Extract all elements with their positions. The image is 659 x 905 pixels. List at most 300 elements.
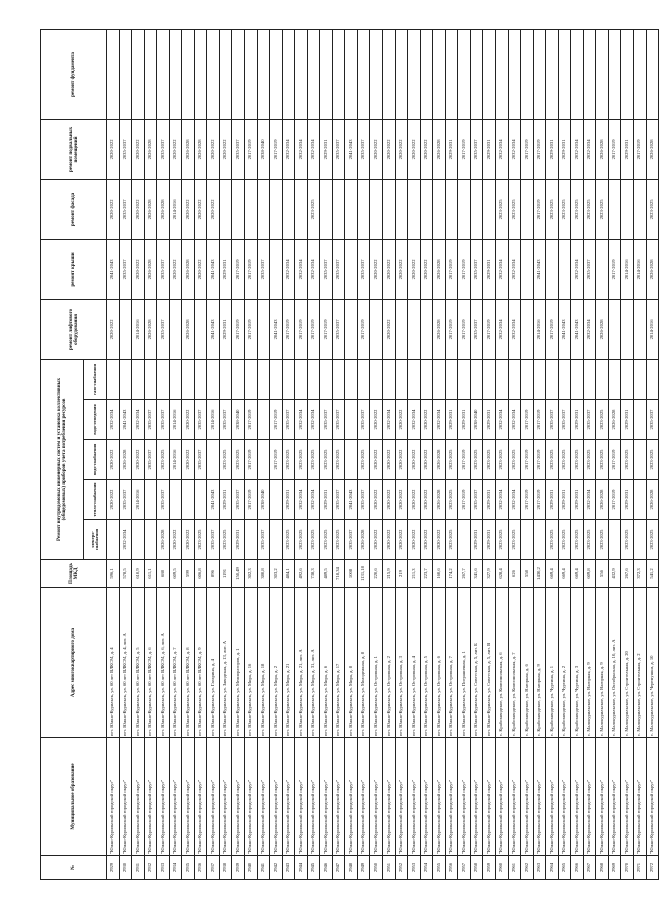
- cell-gas: [420, 359, 433, 399]
- cell-num: 2943: [282, 856, 295, 880]
- cell-address: пгт. Южно-Курильск, ул. Мира, д. 17: [332, 588, 345, 738]
- cell-water: 2035-2037: [144, 440, 157, 480]
- cell-extra: [245, 29, 258, 119]
- cell-gas: [194, 359, 207, 399]
- cell-sewer: 2035-2037: [219, 400, 232, 440]
- cell-gas: [521, 359, 534, 399]
- cell-address: пгт. Южно-Курильск, ул. Островная, д. 2: [383, 588, 396, 738]
- cell-heat: 2020-2022: [370, 480, 383, 520]
- cell-sewer: [633, 400, 646, 440]
- table-row: [257, 29, 270, 879]
- cell-elevator: [169, 299, 182, 359]
- cell-electricity: [144, 520, 157, 560]
- cell-elevator: 2017-2019: [320, 299, 333, 359]
- cell-roof: 2017-2019: [232, 239, 245, 299]
- cell-address: пгт. Южно-Курильск, ул. Островная, д. 5: [420, 588, 433, 738]
- cell-electricity: 2023-2025: [282, 520, 295, 560]
- cell-water: 2023-2025: [508, 440, 521, 480]
- cell-sewer: 2014-2016: [169, 400, 182, 440]
- cell-electricity: 2023-2025: [495, 520, 508, 560]
- cell-area: 341,6: [470, 560, 483, 588]
- cell-gas: [533, 359, 546, 399]
- cell-basement: 2035-2037: [470, 119, 483, 179]
- table-row: [357, 29, 370, 879]
- cell-basement: 2032-2034: [295, 119, 308, 179]
- cell-area: 1191: [219, 560, 232, 588]
- cell-num: 2949: [357, 856, 370, 880]
- header-area: Площадь МКД: [41, 560, 107, 588]
- cell-address: с. Крабозаводское, ул. Чурсина, д. 2: [558, 588, 571, 738]
- cell-elevator: 2026-2028: [596, 299, 609, 359]
- cell-electricity: 2023-2025: [508, 520, 521, 560]
- table-row: [345, 29, 358, 879]
- cell-gas: [282, 359, 295, 399]
- table-row: [232, 29, 245, 879]
- cell-num: 2950: [370, 856, 383, 880]
- cell-elevator: 2017-2019: [483, 299, 496, 359]
- cell-num: 2945: [307, 856, 320, 880]
- cell-municipality: "Южно-Курильский городской округ": [408, 738, 421, 856]
- cell-sewer: 2029-2031: [571, 400, 584, 440]
- cell-area: 219: [395, 560, 408, 588]
- cell-elevator: 2041-2043: [270, 299, 283, 359]
- cell-municipality: "Южно-Курильский городской округ": [571, 738, 584, 856]
- cell-roof: 2026-2028: [646, 239, 659, 299]
- cell-basement: 2032-2034: [495, 119, 508, 179]
- cell-municipality: "Южно-Курильский городской округ": [445, 738, 458, 856]
- cell-electricity: 2023-2025: [646, 520, 659, 560]
- header-address: Адрес многоквартирного дома: [41, 588, 107, 738]
- table-row: [583, 29, 596, 879]
- cell-elevator: 2032-2034: [583, 299, 596, 359]
- cell-extra: [458, 29, 471, 119]
- header-gas: газо-снабжения: [84, 359, 107, 399]
- cell-elevator: 2041-2043: [571, 299, 584, 359]
- table-row: [495, 29, 508, 879]
- cell-address: пгт. Южно-Курильск, ул. 60 лет ВЛКСМ, д. 4, лит. А: [119, 588, 132, 738]
- cell-electricity: 2020-2022: [383, 520, 396, 560]
- cell-extra: [219, 29, 232, 119]
- cell-heat: 2038-2040: [257, 480, 270, 520]
- cell-address: пгт. Южно-Курильск, ул. Советская, д. 5, лит. В: [483, 588, 496, 738]
- cell-heat: 2017-2019: [245, 480, 258, 520]
- cell-electricity: 2023-2025: [445, 520, 458, 560]
- cell-elevator: [608, 299, 621, 359]
- cell-num: 2944: [295, 856, 308, 880]
- cell-heat: 2026-2028: [433, 480, 446, 520]
- cell-water: 2020-2022: [395, 440, 408, 480]
- cell-address: пгт. Южно-Курильск, ул. Мира, д. 8: [345, 588, 358, 738]
- cell-address: с. Крабозаводское, ул. Чурсина, д. 1: [546, 588, 559, 738]
- cell-address: пгт. Южно-Курильск, ул. 60 лет ВЛКСМ, д. 6, лит. А: [157, 588, 170, 738]
- cell-electricity: [633, 520, 646, 560]
- cell-num: 2970: [621, 856, 634, 880]
- cell-water: 2014-2016: [169, 440, 182, 480]
- cell-heat: 2029-2031: [558, 480, 571, 520]
- cell-num: 2948: [345, 856, 358, 880]
- cell-municipality: "Южно-Курильский городской округ": [320, 738, 333, 856]
- cell-water: 2017-2019: [533, 440, 546, 480]
- cell-sewer: [257, 400, 270, 440]
- cell-elevator: 2014-2016: [132, 299, 145, 359]
- cell-water: 2017-2019: [521, 440, 534, 480]
- cell-facade: 2023-2025: [495, 179, 508, 239]
- cell-heat: 2029-2031: [320, 480, 333, 520]
- cell-address: пгт. Южно-Курильск, ул. Мира, д. 16: [245, 588, 258, 738]
- cell-water: 2023-2025: [445, 440, 458, 480]
- cell-facade: [345, 179, 358, 239]
- cell-municipality: "Южно-Курильский городской округ": [282, 738, 295, 856]
- cell-basement: 2020-2022: [169, 119, 182, 179]
- cell-water: 2020-2022: [370, 440, 383, 480]
- cell-area: 606,8: [194, 560, 207, 588]
- cell-num: 2954: [420, 856, 433, 880]
- cell-facade: [408, 179, 421, 239]
- cell-roof: 2014-2016: [633, 239, 646, 299]
- cell-address: с. Малокурильское, ул. Октябрьская, д. 10, лит. А: [608, 588, 621, 738]
- cell-area: 611,1: [144, 560, 157, 588]
- cell-gas: [169, 359, 182, 399]
- cell-gas: [157, 359, 170, 399]
- table-row: [445, 29, 458, 879]
- cell-gas: [383, 359, 396, 399]
- cell-area: 578,5: [119, 560, 132, 588]
- cell-area: 211,3: [408, 560, 421, 588]
- cell-extra: [307, 29, 320, 119]
- cell-address: пгт. Южно-Курильск, ул. Островная, д. 4: [408, 588, 421, 738]
- cell-facade: 2026-2028: [157, 179, 170, 239]
- cell-facade: [332, 179, 345, 239]
- cell-num: 2930: [119, 856, 132, 880]
- cell-sewer: 2020-2022: [370, 400, 383, 440]
- cell-basement: 2026-2028: [596, 119, 609, 179]
- cell-basement: 2017-2019: [458, 119, 471, 179]
- cell-facade: [445, 179, 458, 239]
- cell-sewer: 2014-2016: [207, 400, 220, 440]
- cell-address: пгт. Южно-Курильск, ул. 60 лет ВЛКСМ, д. 4: [107, 588, 120, 738]
- cell-elevator: [408, 299, 421, 359]
- cell-water: [207, 440, 220, 480]
- cell-roof: 2020-2022: [132, 239, 145, 299]
- cell-sewer: 2017-2019: [270, 400, 283, 440]
- cell-water: 2023-2025: [282, 440, 295, 480]
- cell-sewer: 2035-2037: [646, 400, 659, 440]
- cell-elevator: 2026-2028: [182, 299, 195, 359]
- cell-municipality: "Южно-Курильский городской округ": [370, 738, 383, 856]
- cell-basement: 2020-2022: [107, 119, 120, 179]
- cell-municipality: "Южно-Курильский городской округ": [533, 738, 546, 856]
- cell-gas: [245, 359, 258, 399]
- cell-sewer: 2017-2019: [521, 400, 534, 440]
- table-row: [558, 29, 571, 879]
- cell-address: пгт. Южно-Курильск, ул. 60 лет ВЛКСМ, д. 6: [144, 588, 157, 738]
- cell-basement: 2017-2019: [245, 119, 258, 179]
- cell-heat: 2020-2022: [395, 480, 408, 520]
- cell-num: 2969: [608, 856, 621, 880]
- cell-facade: [608, 179, 621, 239]
- cell-facade: 2035-2037: [119, 179, 132, 239]
- cell-sewer: 2032-2034: [383, 400, 396, 440]
- cell-address: пгт. Южно-Курильск, ул. Мира, д. 31, лит. А: [307, 588, 320, 738]
- table-row: [370, 29, 383, 879]
- cell-elevator: 2032-2034: [495, 299, 508, 359]
- cell-basement: 2029-2031: [320, 119, 333, 179]
- cell-elevator: [420, 299, 433, 359]
- table-row: [408, 29, 421, 879]
- cell-heat: 2041-2043: [345, 480, 358, 520]
- cell-num: 2937: [207, 856, 220, 880]
- cell-extra: [194, 29, 207, 119]
- cell-electricity: [533, 520, 546, 560]
- cell-elevator: 2020-2022: [107, 299, 120, 359]
- cell-basement: 2035-2037: [157, 119, 170, 179]
- cell-area: 492,6: [295, 560, 308, 588]
- cell-municipality: "Южно-Курильский городской округ": [219, 738, 232, 856]
- cell-num: 2957: [458, 856, 471, 880]
- header-facade: ремонт фасада: [41, 179, 107, 239]
- cell-gas: [583, 359, 596, 399]
- cell-water: 2020-2022: [107, 440, 120, 480]
- cell-basement: 2020-2022: [395, 119, 408, 179]
- cell-extra: [132, 29, 145, 119]
- cell-water: 2017-2019: [245, 440, 258, 480]
- cell-num: 2934: [169, 856, 182, 880]
- cell-facade: [521, 179, 534, 239]
- cell-electricity: 2023-2025: [219, 520, 232, 560]
- table-row: [621, 29, 634, 879]
- cell-area: 432,9: [608, 560, 621, 588]
- cell-area: 372,3: [633, 560, 646, 588]
- cell-municipality: "Южно-Курильский городской округ": [470, 738, 483, 856]
- cell-heat: [182, 480, 195, 520]
- cell-electricity: 2023-2025: [295, 520, 308, 560]
- cell-area: 688: [157, 560, 170, 588]
- cell-water: 2023-2025: [157, 440, 170, 480]
- cell-elevator: 2041-2043: [558, 299, 571, 359]
- cell-electricity: 2023-2025: [621, 520, 634, 560]
- cell-sewer: 2032-2034: [132, 400, 145, 440]
- cell-elevator: 2017-2019: [245, 299, 258, 359]
- cell-extra: [345, 29, 358, 119]
- cell-heat: 2023-2025: [445, 480, 458, 520]
- cell-num: 2960: [495, 856, 508, 880]
- cell-num: 2931: [132, 856, 145, 880]
- cell-elevator: 2041-2043: [207, 299, 220, 359]
- cell-roof: [521, 239, 534, 299]
- cell-num: 2947: [332, 856, 345, 880]
- cell-area: 669,4: [546, 560, 559, 588]
- cell-address: с. Крабозаводское, ул. Комсомольская, д. 7: [508, 588, 521, 738]
- cell-sewer: 2035-2037: [282, 400, 295, 440]
- cell-sewer: 2023-2025: [596, 400, 609, 440]
- cell-area: 1008: [345, 560, 358, 588]
- cell-address: пгт. Южно-Курильск, ул. Мира, д. 21: [282, 588, 295, 738]
- cell-facade: 2023-2025: [583, 179, 596, 239]
- table-row: [207, 29, 220, 879]
- cell-address: с. Крабозаводское, ул. Нагорная, д. 9: [533, 588, 546, 738]
- cell-roof: 2041-2043: [107, 239, 120, 299]
- cell-municipality: "Южно-Курильский городской округ": [332, 738, 345, 856]
- cell-elevator: 2017-2019: [357, 299, 370, 359]
- cell-basement: 2029-2031: [445, 119, 458, 179]
- cell-sewer: 2020-2022: [420, 400, 433, 440]
- cell-electricity: 2023-2025: [307, 520, 320, 560]
- table-row: [107, 29, 120, 879]
- header-num: №: [41, 856, 107, 880]
- cell-water: 2020-2022: [132, 440, 145, 480]
- cell-basement: 2026-2028: [433, 119, 446, 179]
- cell-area: 541,2: [646, 560, 659, 588]
- cell-facade: [370, 179, 383, 239]
- cell-num: 2961: [508, 856, 521, 880]
- cell-num: 2938: [219, 856, 232, 880]
- cell-water: 2026-2028: [119, 440, 132, 480]
- cell-water: 2023-2025: [571, 440, 584, 480]
- cell-address: пгт. Южно-Курильск, ул. 60 лет ВЛКСМ, д. 5: [132, 588, 145, 738]
- table-row: [320, 29, 333, 879]
- cell-elevator: 2017-2019: [307, 299, 320, 359]
- cell-municipality: "Южно-Курильский городской округ": [345, 738, 358, 856]
- cell-electricity: 2020-2022: [408, 520, 421, 560]
- cell-roof: 2020-2022: [420, 239, 433, 299]
- cell-municipality: "Южно-Курильский городской округ": [508, 738, 521, 856]
- cell-heat: 2032-2034: [508, 480, 521, 520]
- cell-roof: [546, 239, 559, 299]
- table-row: [470, 29, 483, 879]
- cell-municipality: "Южно-Курильский городской округ": [395, 738, 408, 856]
- table-row: [219, 29, 232, 879]
- cell-municipality: "Южно-Курильский городской округ": [144, 738, 157, 856]
- cell-basement: 2029-2031: [546, 119, 559, 179]
- cell-municipality: "Южно-Курильский городской округ": [357, 738, 370, 856]
- cell-gas: [307, 359, 320, 399]
- cell-num: 2939: [232, 856, 245, 880]
- header-sewer: водо-отведения: [84, 400, 107, 440]
- cell-gas: [332, 359, 345, 399]
- cell-water: 2020-2022: [420, 440, 433, 480]
- cell-heat: 2032-2034: [295, 480, 308, 520]
- cell-water: 2023-2025: [357, 440, 370, 480]
- cell-area: 596,1: [107, 560, 120, 588]
- cell-address: пгт. Южно-Курильск, ул. Островная, д. 7: [445, 588, 458, 738]
- cell-electricity: 2035-2037: [257, 520, 270, 560]
- header-water: водо-снабжения: [84, 440, 107, 480]
- cell-area: 669,4: [558, 560, 571, 588]
- cell-roof: 2032-2034: [508, 239, 521, 299]
- cell-area: 160,6: [433, 560, 446, 588]
- cell-extra: [546, 29, 559, 119]
- cell-gas: [320, 359, 333, 399]
- cell-roof: 2035-2037: [119, 239, 132, 299]
- cell-basement: 2020-2022: [132, 119, 145, 179]
- cell-roof: 2017-2019: [458, 239, 471, 299]
- cell-num: 2935: [182, 856, 195, 880]
- cell-water: 2023-2025: [546, 440, 559, 480]
- header-municipality: Муниципальное образование: [41, 738, 107, 856]
- cell-gas: [596, 359, 609, 399]
- cell-address: пгт. Южно-Курильск, ул. Мира, д. 18: [257, 588, 270, 738]
- cell-municipality: "Южно-Курильский городской округ": [433, 738, 446, 856]
- cell-water: 2017-2019: [608, 440, 621, 480]
- cell-facade: 2026-2028: [144, 179, 157, 239]
- cell-elevator: 2026-2028: [144, 299, 157, 359]
- cell-gas: [132, 359, 145, 399]
- cell-municipality: "Южно-Курильский городской округ": [245, 738, 258, 856]
- cell-area: 628,4: [495, 560, 508, 588]
- cell-roof: 2020-2022: [395, 239, 408, 299]
- cell-facade: [219, 179, 232, 239]
- cell-municipality: "Южно-Курильский городской округ": [257, 738, 270, 856]
- cell-gas: [608, 359, 621, 399]
- cell-area: 484,1: [282, 560, 295, 588]
- cell-facade: [282, 179, 295, 239]
- cell-roof: 2032-2034: [282, 239, 295, 299]
- table-row: [182, 29, 195, 879]
- cell-gas: [107, 359, 120, 399]
- cell-facade: 2023-2025: [307, 179, 320, 239]
- cell-electricity: 2023-2025: [558, 520, 571, 560]
- cell-area: 327,9: [483, 560, 496, 588]
- cell-electricity: 2020-2022: [433, 520, 446, 560]
- cell-elevator: 2017-2019: [546, 299, 559, 359]
- cell-basement: 2020-2022: [420, 119, 433, 179]
- cell-municipality: "Южно-Курильский городской округ": [307, 738, 320, 856]
- cell-facade: 2023-2025: [558, 179, 571, 239]
- cell-gas: [445, 359, 458, 399]
- cell-heat: 2032-2034: [495, 480, 508, 520]
- cell-heat: 2035-2037: [119, 480, 132, 520]
- cell-sewer: 2029-2031: [621, 400, 634, 440]
- cell-sewer: 2032-2034: [107, 400, 120, 440]
- cell-gas: [182, 359, 195, 399]
- cell-municipality: "Южно-Курильский городской округ": [608, 738, 621, 856]
- cell-extra: [182, 29, 195, 119]
- cell-area: 380,8: [257, 560, 270, 588]
- cell-num: 2968: [596, 856, 609, 880]
- cell-heat: 2017-2019: [521, 480, 534, 520]
- cell-heat: 2041-2043: [207, 480, 220, 520]
- cell-extra: [633, 29, 646, 119]
- cell-basement: 2035-2037: [232, 119, 245, 179]
- cell-elevator: 2014-2016: [646, 299, 659, 359]
- cell-area: 558: [521, 560, 534, 588]
- cell-address: пгт. Южно-Курильск, ул. Молодежная, д. 8: [357, 588, 370, 738]
- cell-heat: 2026-2028: [646, 480, 659, 520]
- cell-area: 267,6: [621, 560, 634, 588]
- cell-gas: [119, 359, 132, 399]
- cell-electricity: 2023-2025: [596, 520, 609, 560]
- cell-roof: 2035-2037: [320, 239, 333, 299]
- cell-facade: [621, 179, 634, 239]
- cell-num: 2932: [144, 856, 157, 880]
- cell-facade: 2014-2016: [169, 179, 182, 239]
- cell-water: 2017-2019: [458, 440, 471, 480]
- cell-heat: [633, 480, 646, 520]
- cell-extra: [470, 29, 483, 119]
- cell-municipality: "Южно-Курильский городской округ": [132, 738, 145, 856]
- cell-electricity: 2023-2025: [332, 520, 345, 560]
- cell-sewer: 2035-2037: [583, 400, 596, 440]
- cell-heat: 2020-2022: [107, 480, 120, 520]
- cell-elevator: [621, 299, 634, 359]
- cell-heat: 2029-2031: [571, 480, 584, 520]
- cell-roof: 2035-2037: [157, 239, 170, 299]
- cell-num: 2951: [383, 856, 396, 880]
- cell-water: [633, 440, 646, 480]
- cell-extra: [207, 29, 220, 119]
- cell-elevator: [370, 299, 383, 359]
- table-row: [646, 29, 659, 879]
